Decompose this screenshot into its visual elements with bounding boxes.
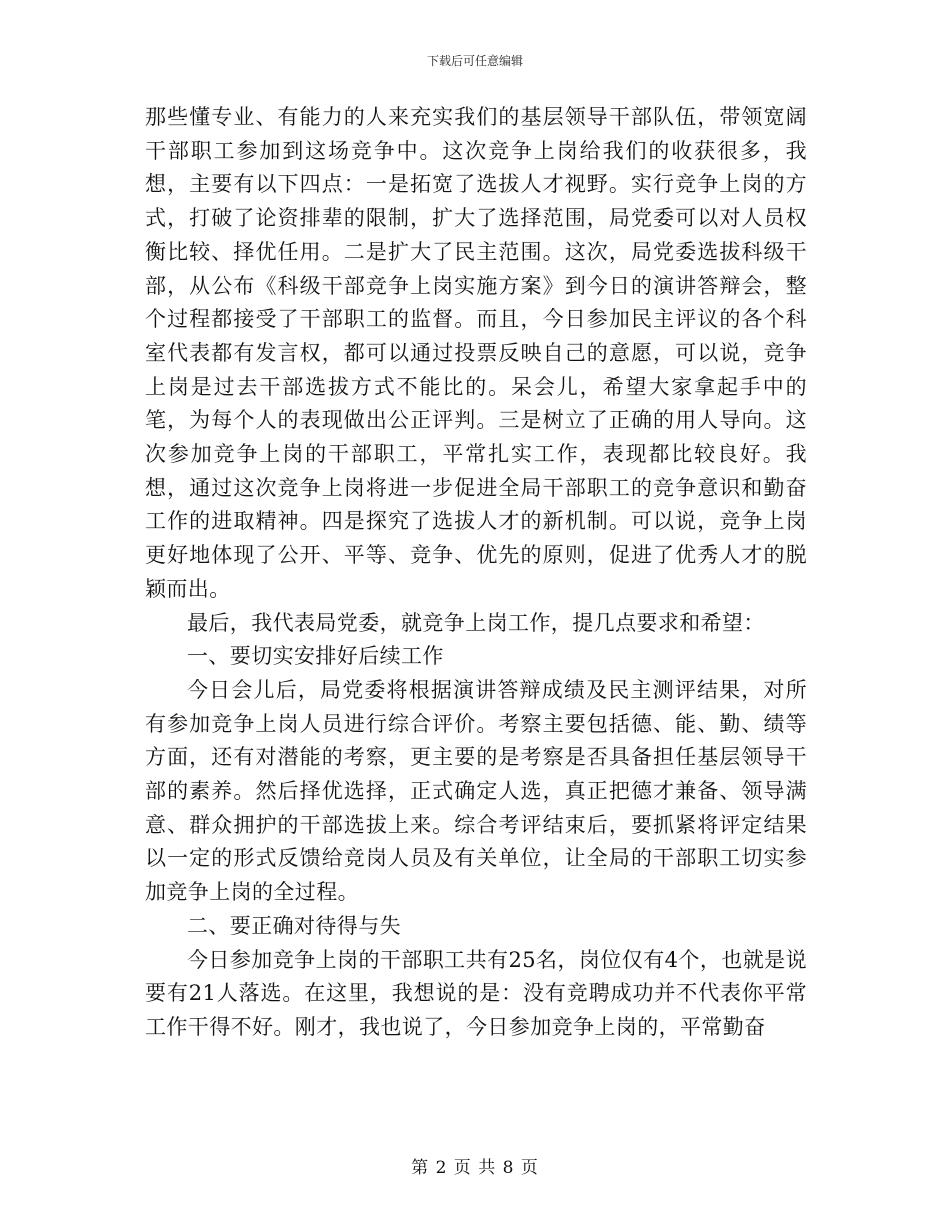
document-body [145, 101, 807, 1045]
page-number-footer: 第 2 页 共 8 页 [411, 1158, 539, 1178]
paragraph-section-1: 今日会儿后，局党委将根据演讲答辩成绩及民主测评结果，对所有参加竞争上岗人员进行综合评价。考察主要包括德、能、勤、绩等方面，还有对潜能的考察，更主要的是考察是否具备担任基层领导干部的素养。然后择优选择，正式确定人选，真正把德才兼备、领导满意、群众拥护的干部选拔上来。综合考评结束后，要抓紧将评定结果以一定的形式反馈给竞岗人员及有关单位，让全局的干部职工切实参加竞争上岗的全过程。 [145, 677, 807, 905]
paragraph-section-2: 今日参加竞争上岗的干部职工共有25名，岗位仅有4个，也就是说要有21人落选。在这里，我想说的是：没有竞聘成功并不代表你平常工作干得不好。刚才，我也说了，今日参加竞争上岗的，平常勤奋 [145, 947, 807, 1039]
paragraph-closing-intro: 最后，我代表局党委，就竞争上岗工作，提几点要求和希望： [187, 610, 765, 635]
page-header: 下载后可任意编辑 [426, 54, 523, 68]
paragraph-continued: 那些懂专业、有能力的人来充实我们的基层领导干部队伍，带领宽阔干部职工参加到这场竞争中。这次竞争上岗给我们的收获很多，我想，主要有以下四点：一是拓宽了选拔人才视野。实行竞争上岗的方式，打破了论资排辈的限制，扩大了选择范围，局党委可以对人员权衡比较、择优任用。二是扩大了民主范围。这次，局党委选拔科级干部，从公布《科级干部竞争上岗实施方案》到今日的演讲答辩会，整个过程都接受了干部职工的监督。而且，今日参加民主评议的各个科室代表都有发言权，都可以通过投票反映自己的意愿，可以说，竞争上岗是过去干部选拔方式不能比的。呆会儿，希望大家拿起手中的笔，为每个人的表现做出公正评判。三是树立了正确的用人导向。这次参加竞争上岗的干部职工，平常扎实工作，表现都比较良好。我想，通过这次竞争上岗将进一步促进全局干部职工的竞争意识和勤奋工作的进取精神。四是探究了选拔人才的新机制。可以说，竞争上岗更好地体现了公开、平等、竞争、优先的原则，促进了优秀人才的脱颖而出。 [145, 105, 807, 601]
section-heading-1: 一、要切实安排好后续工作 [187, 644, 444, 669]
section-heading-2: 二、要正确对待得与失 [187, 913, 401, 938]
